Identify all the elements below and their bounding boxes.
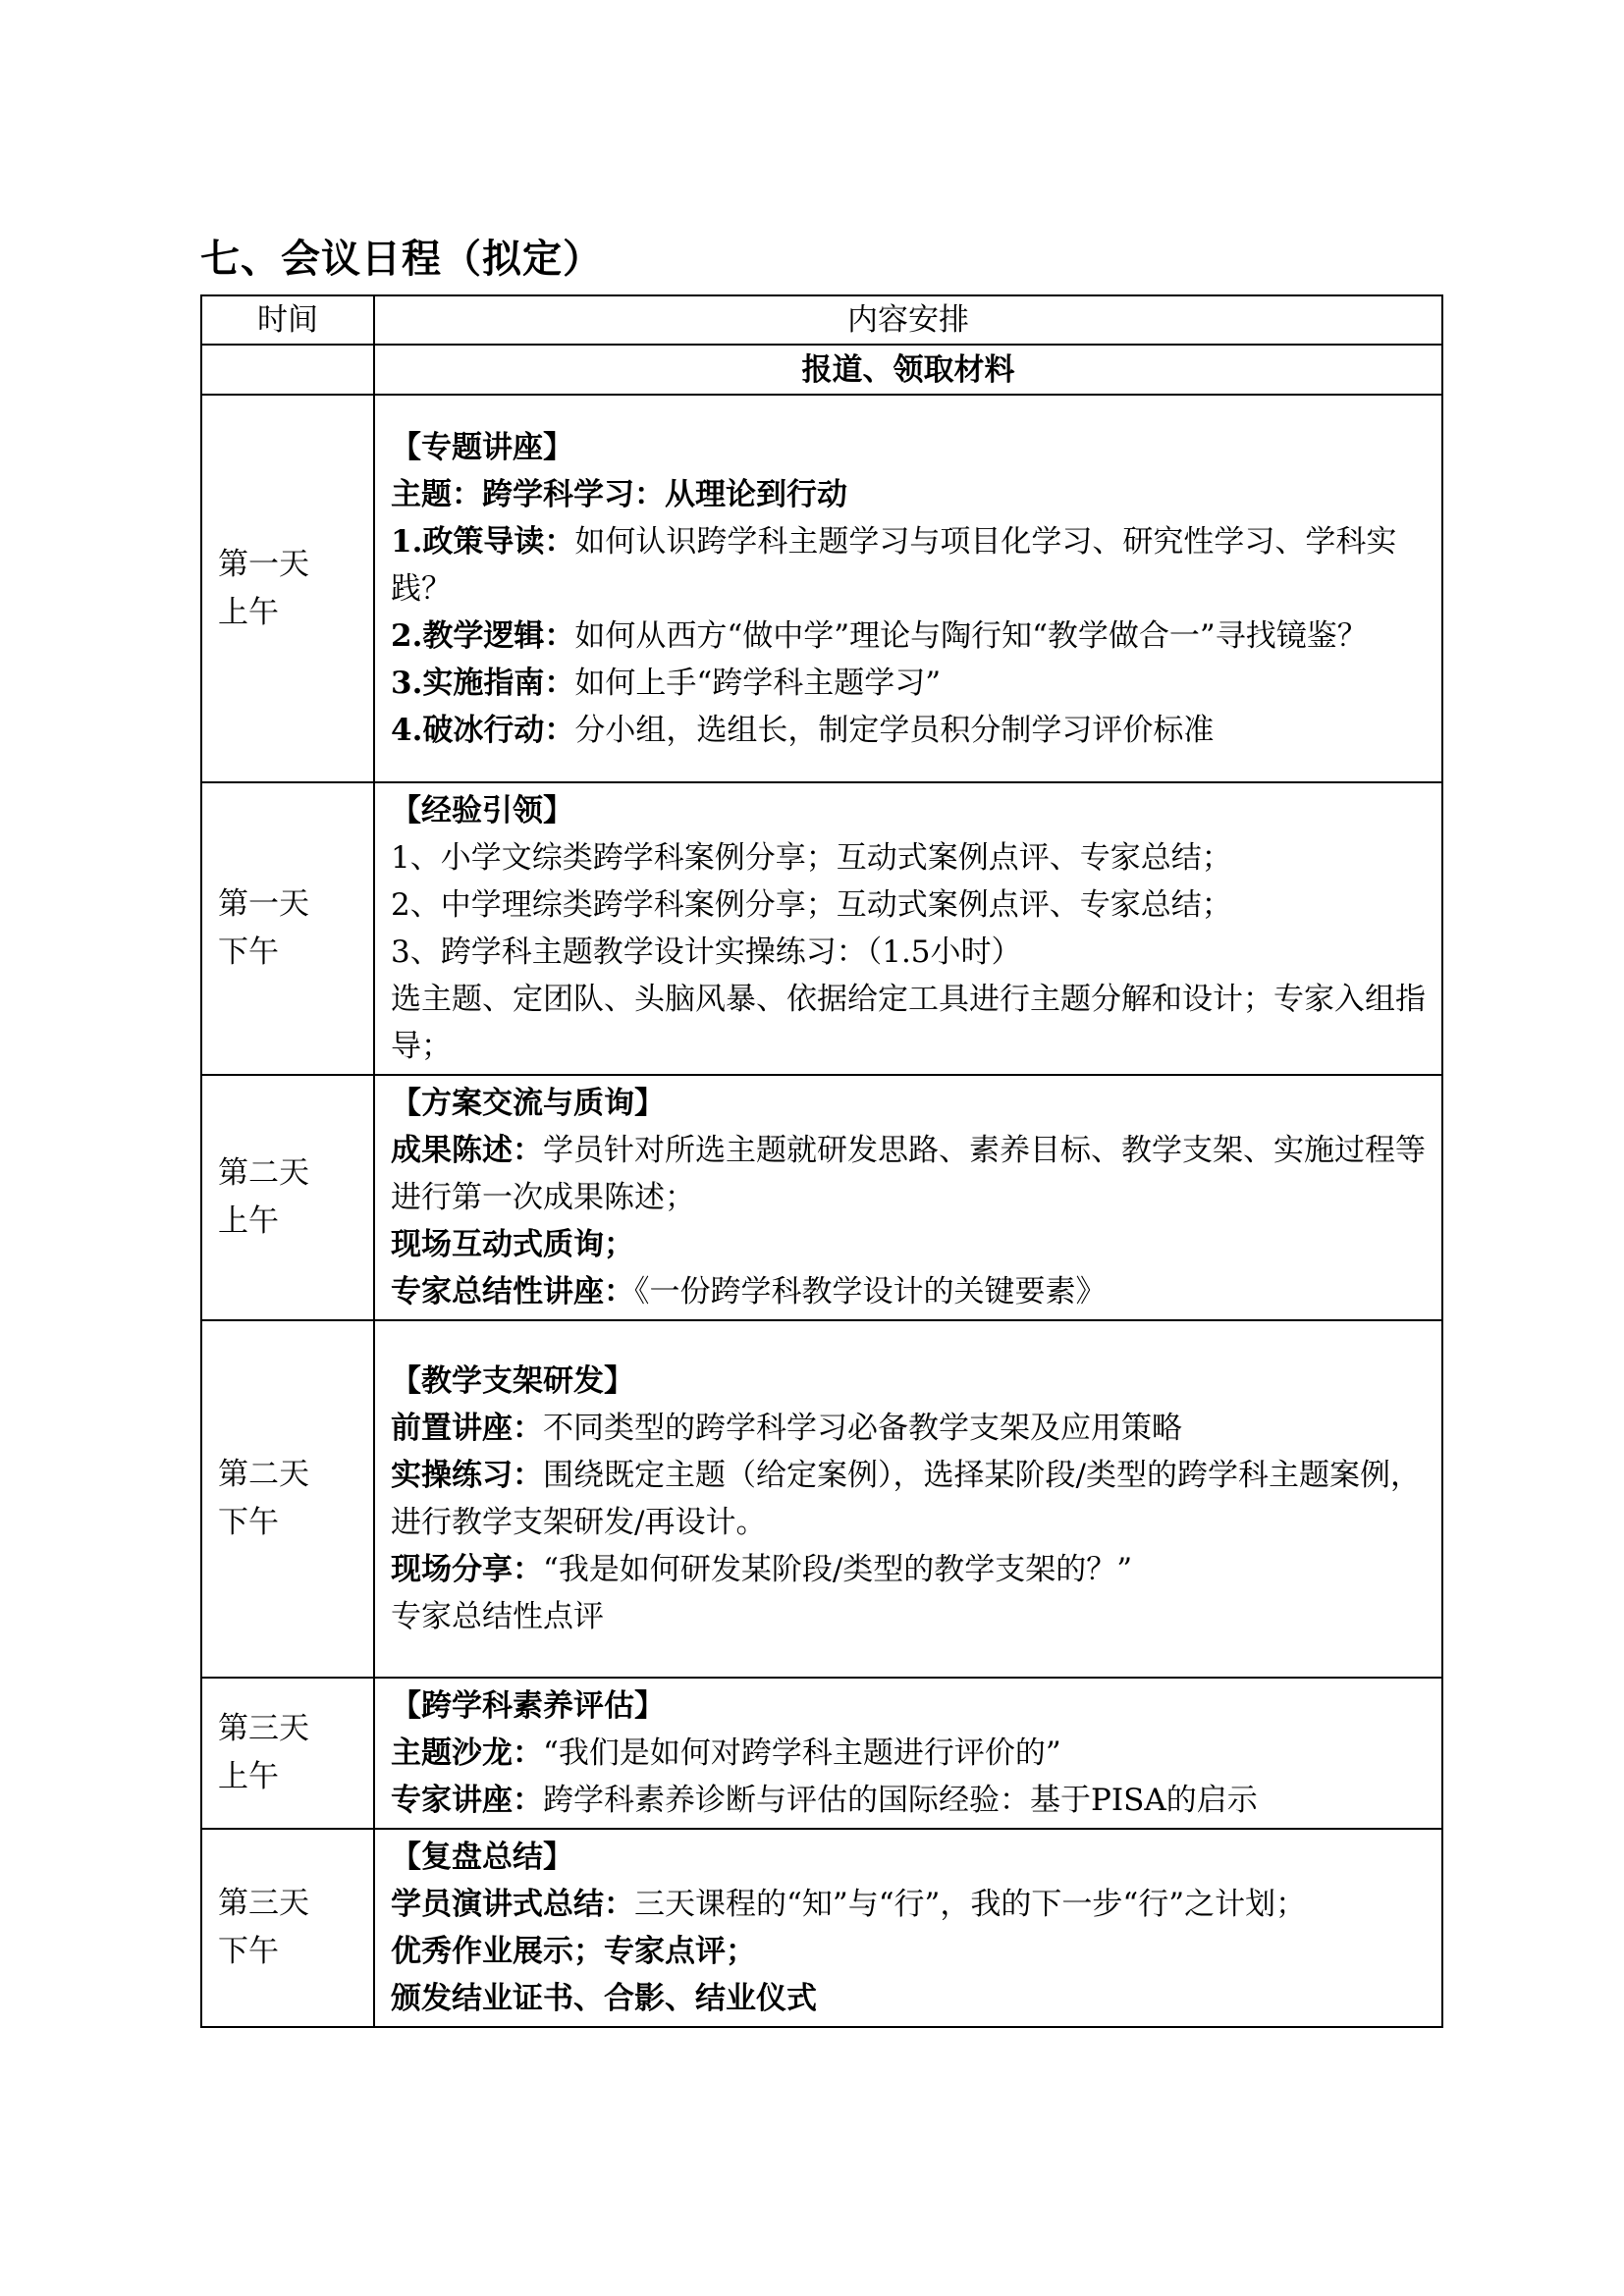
session-day: 第一天 xyxy=(218,886,309,922)
line-text: 1、小学文综类跨学科案例分享；互动式案例点评、专家总结； xyxy=(391,840,1232,876)
session-line xyxy=(391,1593,1430,1640)
session-line xyxy=(391,1546,1430,1593)
session-line xyxy=(391,660,1430,707)
session-line xyxy=(391,1405,1430,1452)
session-content xyxy=(374,1829,1442,2027)
line-text: 学员针对所选主题就研发思路、素养目标、教学支架、实施过程等进行第一次成果陈述； xyxy=(391,1133,1426,1215)
header-content: 内容安排 xyxy=(374,295,1442,345)
line-text: 跨学科素养诊断与评估的国际经验：基于PISA的启示 xyxy=(543,1783,1258,1818)
line-label: 学员演讲式总结： xyxy=(391,1887,634,1922)
session-line xyxy=(391,1127,1430,1221)
session-line xyxy=(391,929,1430,976)
session-title: 【复盘总结】 xyxy=(391,1840,573,1875)
header-time: 时间 xyxy=(201,295,374,345)
session-period: 上午 xyxy=(218,1759,279,1794)
session-row xyxy=(201,782,1442,1075)
line-text: 分小组，选组长，制定学员积分制学习评价标准 xyxy=(574,712,1215,748)
session-day: 第二天 xyxy=(218,1457,309,1492)
session-time xyxy=(201,1075,374,1320)
session-title: 【方案交流与质询】 xyxy=(391,1086,665,1121)
session-period: 上午 xyxy=(218,1203,279,1239)
line-text: 三天课程的“知”与“行”，我的下一步“行”之计划； xyxy=(634,1887,1307,1922)
session-line xyxy=(391,471,1430,518)
registration-time xyxy=(201,345,374,395)
session-line xyxy=(391,976,1430,1070)
line-label: 4.破冰行动： xyxy=(391,712,575,748)
session-title: 【专题讲座】 xyxy=(391,429,573,465)
session-line xyxy=(391,1268,1430,1315)
line-label: 专家讲座： xyxy=(391,1783,543,1818)
session-day: 第二天 xyxy=(218,1155,309,1191)
registration-row xyxy=(201,345,1442,395)
session-content xyxy=(374,1320,1442,1678)
session-time xyxy=(201,782,374,1075)
section-heading: 七、会议日程（拟定） xyxy=(200,237,603,282)
session-content xyxy=(374,1075,1442,1320)
line-text: 围绕既定主题（给定案例），选择某阶段/类型的跨学科主题案例，进行教学支架研发/再设计。 xyxy=(391,1458,1421,1540)
session-period: 下午 xyxy=(218,1934,279,1969)
line-text: “我们是如何对跨学科主题进行评价的” xyxy=(543,1735,1061,1771)
session-line xyxy=(391,518,1430,613)
line-text: 选主题、定团队、头脑风暴、依据给定工具进行主题分解和设计；专家入组指导； xyxy=(391,982,1426,1064)
session-day: 第一天 xyxy=(218,546,309,582)
session-line xyxy=(391,1928,1430,1975)
session-line xyxy=(391,1881,1430,1928)
line-label: 颁发结业证书、合影、结业仪式 xyxy=(391,1981,817,2016)
line-label: 前置讲座： xyxy=(391,1411,543,1446)
session-line xyxy=(391,1452,1430,1546)
line-label: 实操练习： xyxy=(391,1458,543,1493)
session-row xyxy=(201,1075,1442,1320)
line-label: 现场分享： xyxy=(391,1552,543,1587)
session-time xyxy=(201,1320,374,1678)
line-label: 专家总结性讲座： xyxy=(391,1274,634,1309)
session-period: 下午 xyxy=(218,1505,279,1540)
session-row xyxy=(201,1829,1442,2027)
session-line xyxy=(391,1221,1430,1268)
session-time xyxy=(201,1678,374,1829)
session-content xyxy=(374,1678,1442,1829)
line-text: 专家总结性点评 xyxy=(391,1599,604,1634)
session-line xyxy=(391,1777,1430,1824)
line-label: 现场互动式质询； xyxy=(391,1227,634,1262)
session-line xyxy=(391,707,1430,754)
session-content xyxy=(374,395,1442,782)
session-title: 【经验引领】 xyxy=(391,793,573,828)
session-content xyxy=(374,782,1442,1075)
line-text: 《一份跨学科教学设计的关键要素》 xyxy=(634,1274,1107,1309)
line-text: 如何认识跨学科主题学习与项目化学习、研究性学习、学科实践？ xyxy=(391,523,1397,607)
line-text: 如何从西方“做中学”理论与陶行知“教学做合一”寻找镜鉴？ xyxy=(574,617,1368,654)
session-line xyxy=(391,613,1430,660)
line-label: 3.实施指南： xyxy=(391,665,575,701)
session-line xyxy=(391,1975,1430,2022)
session-day: 第三天 xyxy=(218,1711,309,1746)
session-line xyxy=(391,881,1430,929)
session-time xyxy=(201,395,374,782)
session-title: 【教学支架研发】 xyxy=(391,1363,634,1399)
session-row xyxy=(201,1678,1442,1829)
registration-content: 报道、领取材料 xyxy=(374,345,1442,395)
line-text: 如何上手“跨学科主题学习” xyxy=(574,665,942,701)
line-text: 不同类型的跨学科学习必备教学支架及应用策略 xyxy=(543,1411,1182,1446)
session-row xyxy=(201,395,1442,782)
session-line xyxy=(391,834,1430,881)
line-text: “我是如何研发某阶段/类型的教学支架的？” xyxy=(543,1552,1133,1587)
session-title: 【跨学科素养评估】 xyxy=(391,1688,665,1724)
session-period: 下午 xyxy=(218,934,279,970)
session-time xyxy=(201,1829,374,2027)
header-row xyxy=(201,295,1442,345)
schedule-table xyxy=(200,294,1443,2028)
line-label: 1.政策导读： xyxy=(391,523,575,560)
line-label: 成果陈述： xyxy=(391,1133,543,1168)
line-label: 优秀作业展示；专家点评； xyxy=(391,1934,756,1969)
line-text: 2、中学理综类跨学科案例分享；互动式案例点评、专家总结； xyxy=(391,887,1232,923)
line-text: 3、跨学科主题教学设计实操练习：（1.5小时） xyxy=(391,934,1022,970)
session-line xyxy=(391,1730,1430,1777)
line-label: 主题：跨学科学习：从理论到行动 xyxy=(391,476,847,512)
session-row xyxy=(201,1320,1442,1678)
line-label: 主题沙龙： xyxy=(391,1735,543,1771)
session-day: 第三天 xyxy=(218,1886,309,1921)
session-period: 上午 xyxy=(218,594,279,630)
line-label: 2.教学逻辑： xyxy=(391,617,575,654)
